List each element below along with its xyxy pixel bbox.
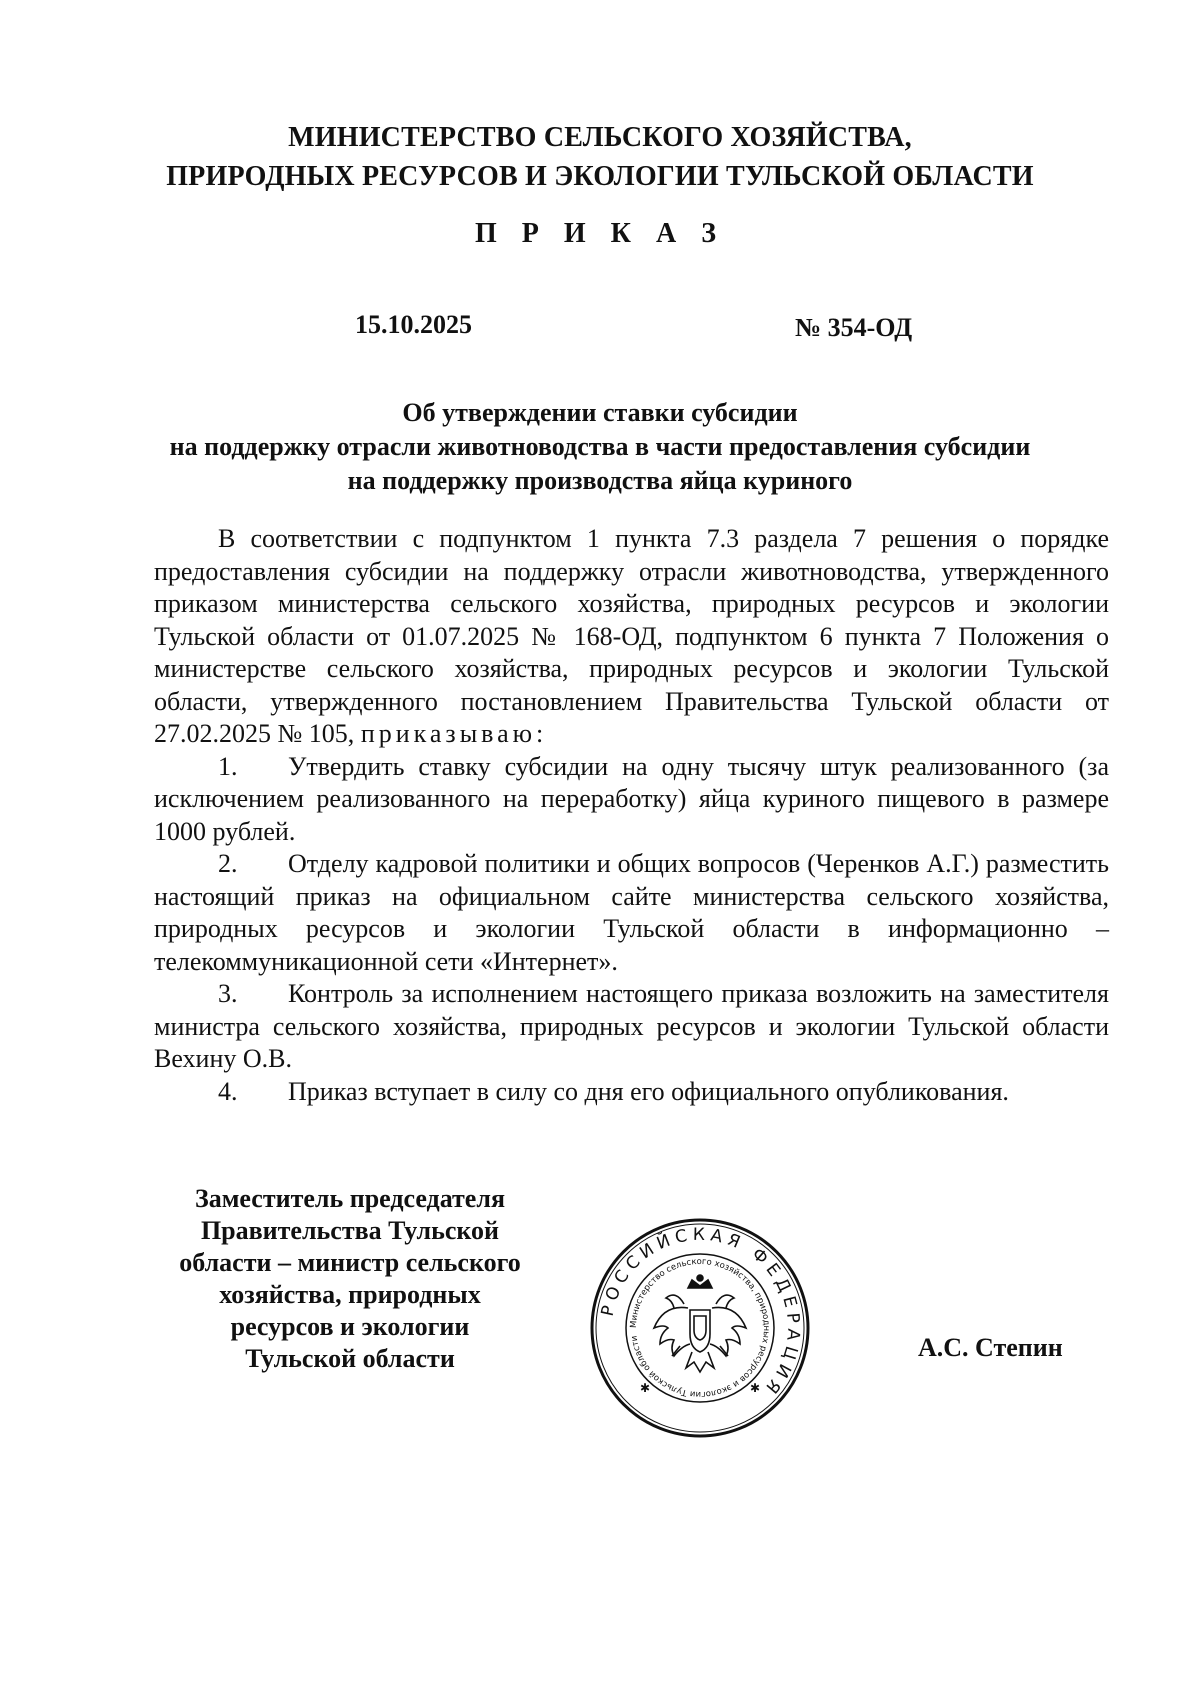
signer-position-line: Правительства Тульской <box>200 1216 500 1245</box>
signer-position-line: Тульской области <box>245 1344 455 1373</box>
subject-line-2: на поддержку отрасли животноводства в части предоставления субсидии <box>169 432 1031 461</box>
signer-position <box>150 1183 550 1375</box>
item-text: Отделу кадровой политики и общих вопросов (Черенков А.Г.) разместить настоящий приказ на официальном сайте министерства сельского хозяйства, природных ресурсов и экологии Тульской области в информационно – телекоммуникационной сети «Интернет». <box>154 849 1109 976</box>
order-item <box>154 1076 1109 1109</box>
order-item <box>154 751 1109 849</box>
seal-outer-text: РОССИЙСКАЯ ФЕДЕРАЦИЯ <box>597 1224 804 1401</box>
item-number: 3. <box>218 979 238 1008</box>
order-subject <box>0 396 1200 498</box>
ministry-line-2: ПРИРОДНЫХ РЕСУРСОВ И ЭКОЛОГИИ ТУЛЬСКОЙ ОБЛАСТИ <box>166 161 1034 192</box>
ministry-header <box>0 118 1200 196</box>
order-item <box>154 978 1109 1076</box>
seal-star-icon: ✱ <box>640 1381 651 1395</box>
signer-position-line: области – министр сельского <box>179 1248 521 1277</box>
order-date: 15.10.2025 <box>355 310 472 339</box>
signer-position-line: хозяйства, природных <box>219 1280 481 1309</box>
order-number: № 354-ОД <box>795 313 913 342</box>
order-item <box>154 848 1109 978</box>
official-seal <box>588 1216 812 1440</box>
ministry-line-1: МИНИСТЕРСТВО СЕЛЬСКОГО ХОЗЯЙСТВА, <box>288 122 912 153</box>
seal-inner-text: Министерство сельского хозяйства, природных ресурсов и экологии Тульской области <box>628 1256 772 1400</box>
item-text: Приказ вступает в силу со дня его официального опубликования. <box>288 1076 1009 1106</box>
signer-position-line: Заместитель председателя <box>194 1184 506 1213</box>
double-headed-eagle-icon <box>654 1275 746 1372</box>
preamble-paragraph <box>154 523 1109 751</box>
signer-name: А.С. Степин <box>918 1333 1063 1362</box>
subject-line-3: на поддержку производства яйца куриного <box>347 466 853 495</box>
order-body <box>154 523 1109 1108</box>
subject-line-1: Об утверждении ставки субсидии <box>402 398 798 427</box>
seal-star-icon: ✱ <box>750 1381 761 1395</box>
item-number: 2. <box>218 849 238 878</box>
item-text: Утвердить ставку субсидии на одну тысячу штук реализованного (за исключением реализованного на переработку) яйца куриного пищевого в размере 1000 рублей. <box>154 751 1109 846</box>
order-word: приказываю: <box>360 719 548 748</box>
signer-position-line: ресурсов и экологии <box>230 1312 470 1341</box>
preamble-text: В соответствии с подпунктом 1 пункта 7.3 раздела 7 решения о порядке предоставления субсидии на поддержку отрасли животноводства, утвержденного приказом министерства сельского хозяйства, природных ресурсов и экологии Тульской области от 01.07.2025 № 168-ОД, подпунктом 6 пункта 7 Положения о министерстве сельского хозяйства, природных ресурсов и экологии Тульской области, утвержденного постановлением Правительства Тульской области от 27.02.2025 № 105, <box>154 524 1109 748</box>
item-number: 4. <box>218 1076 238 1106</box>
order-title: П Р И К А З <box>475 218 725 249</box>
item-text: Контроль за исполнением настоящего приказа возложить на заместителя министра сельского хозяйства, природных ресурсов и экологии Тульской области Вехину О.В. <box>154 979 1109 1073</box>
item-number: 1. <box>218 751 238 781</box>
